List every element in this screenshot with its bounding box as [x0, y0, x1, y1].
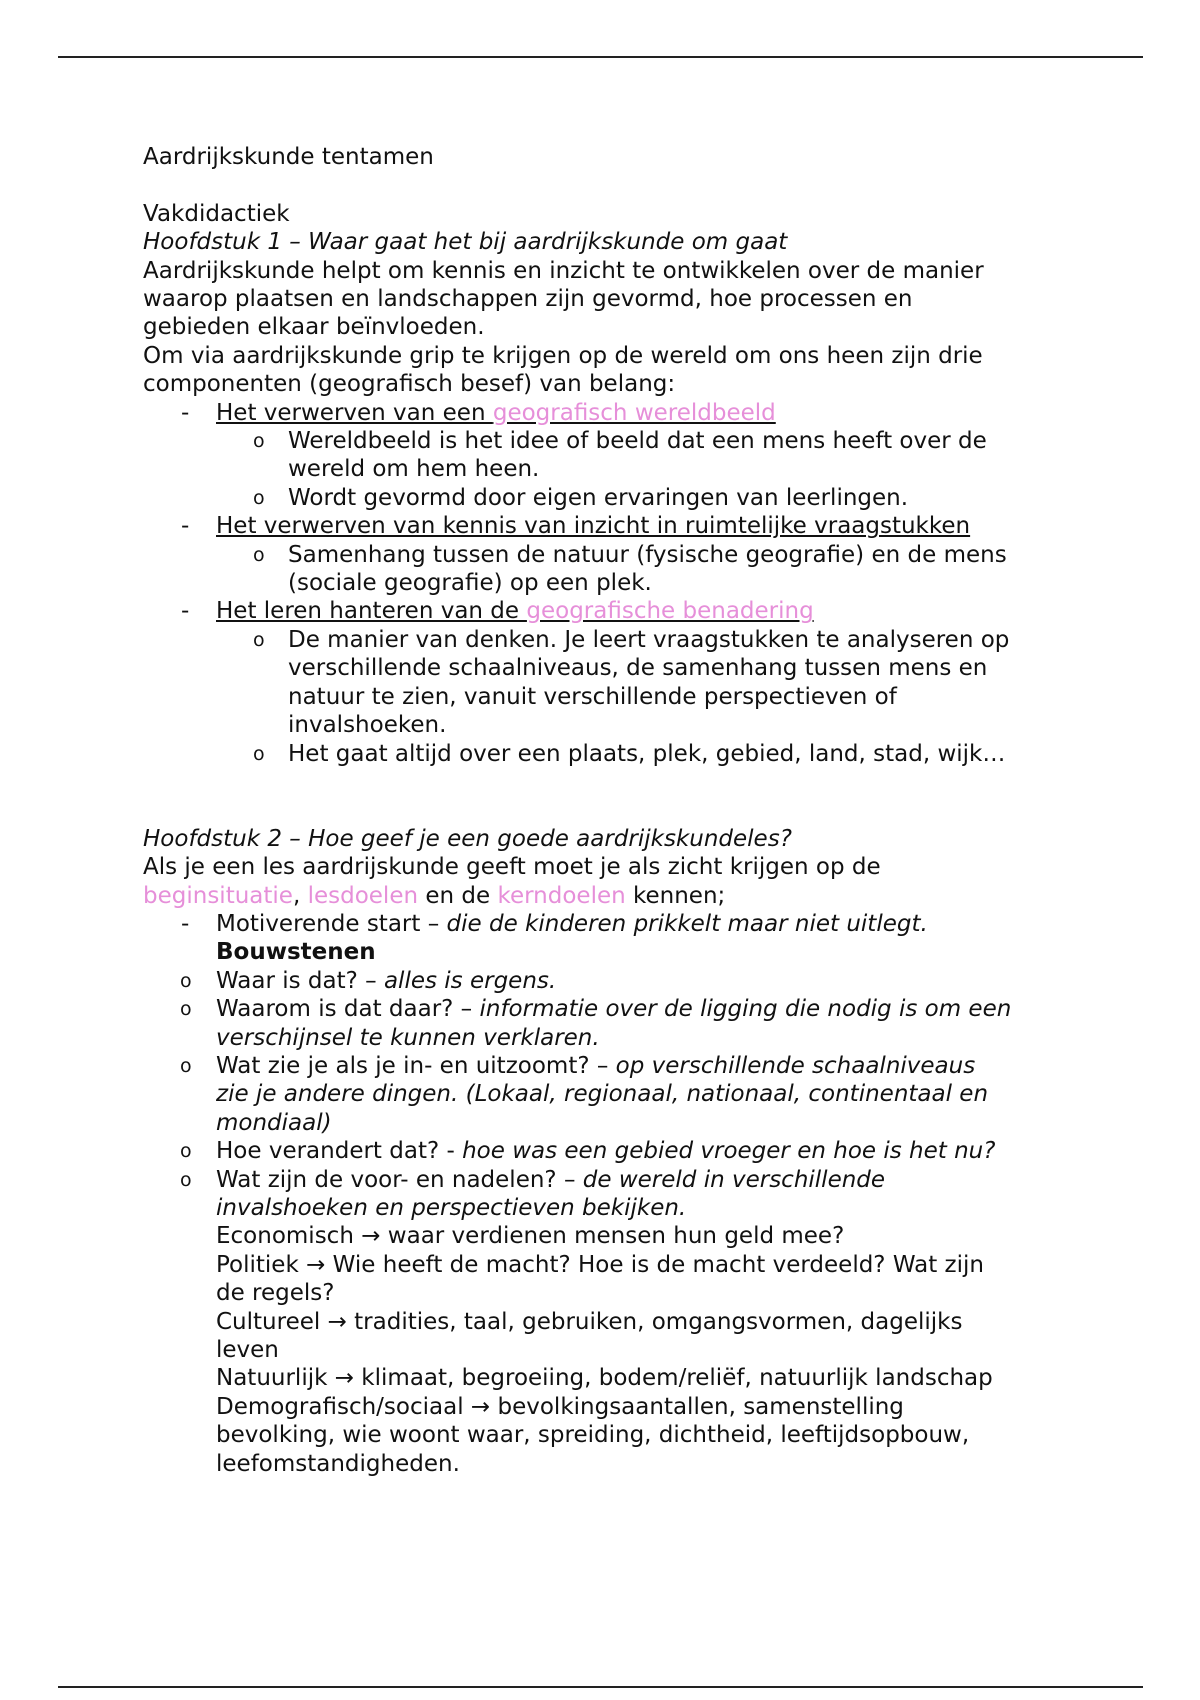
sub-item-line: Wordt gevormd door eigen ervaringen van leerlingen.: [288, 484, 909, 511]
dash-bullet: -: [181, 513, 190, 540]
perspective-line: leven: [216, 1337, 279, 1364]
circle-bullet: o: [180, 1168, 192, 1191]
ch1-intro-line: Om via aardrijkskunde grip te krijgen op de wereld om ons heen zijn drie: [143, 342, 983, 369]
intro-end: kennen;: [625, 882, 726, 909]
building-block-desc: hoe was een gebied vroeger en hoe is het nu?: [462, 1138, 996, 1165]
component-item-1-text: [216, 400, 776, 426]
ch2-intro-line-2: [143, 882, 1063, 910]
building-block-item: [143, 1166, 1063, 1223]
spacer: [143, 171, 1063, 199]
building-block-item: [143, 1052, 1063, 1137]
document-body: [143, 143, 1063, 1478]
building-block-line: [216, 1166, 1063, 1194]
sub-item-line: Wereldbeeld is het idee of beeld dat een mens heeft over de: [288, 428, 987, 455]
motivating-start-item: [143, 910, 1063, 938]
building-block-line: [216, 1052, 1063, 1080]
sub-item-line: natuur te zien, vanuit verschillende perspectieven of: [288, 683, 897, 710]
building-block-label: Wat zie je als je in- en uitzoomt? –: [216, 1052, 616, 1079]
building-block-line: [216, 995, 1063, 1023]
highlight-term: geografisch wereldbeeld: [492, 399, 776, 426]
building-block-line: [216, 1137, 1063, 1165]
circle-bullet: o: [253, 486, 265, 509]
building-block-desc: zie je andere dingen. (Lokaal, regionaal, nationaal, continentaal en: [216, 1081, 989, 1108]
sub-item-line: (sociale geografie) op een plek.: [288, 570, 652, 597]
section-title: Vakdidactiek: [143, 200, 290, 227]
chapter-1-heading: Hoofdstuk 1 – Waar gaat het bij aardrijkskunde om gaat: [143, 229, 788, 256]
sub-item: [143, 626, 1063, 740]
circle-bullet: o: [253, 430, 265, 453]
building-block-item: [143, 1137, 1063, 1165]
circle-bullet: o: [180, 1054, 192, 1077]
building-block-label: Waarom is dat daar? –: [216, 996, 480, 1023]
perspective-line: bevolking, wie woont waar, spreiding, dichtheid, leeftijdsopbouw,: [216, 1422, 970, 1449]
component-item-1: [143, 399, 1063, 427]
building-block-desc: verschijnsel te kunnen verklaren.: [216, 1024, 600, 1051]
highlight-term: beginsituatie: [143, 882, 293, 909]
ch1-intro-line: componenten (geografisch besef) van belang:: [143, 371, 676, 398]
document-title: Aardrijkskunde tentamen: [143, 144, 434, 170]
circle-bullet: o: [253, 742, 265, 765]
intro-separator: ,: [292, 882, 308, 909]
spacer: [143, 768, 1063, 825]
building-block-desc: invalshoeken en perspectieven bekijken.: [216, 1195, 687, 1221]
dash-bullet: -: [181, 910, 190, 937]
perspective-line: de regels?: [216, 1280, 335, 1307]
component-item-3-text: [216, 598, 814, 624]
highlight-term: geografische benadering: [526, 598, 814, 625]
highlight-term: kerndoelen: [497, 882, 626, 909]
highlight-term: lesdoelen: [307, 882, 419, 909]
sub-item-line: Samenhang tussen de natuur (fysische geografie) en de mens: [288, 541, 1007, 568]
top-rule: [58, 56, 1143, 58]
component-item-2-text: Het verwerven van kennis van inzicht in ruimtelijke vraagstukken: [216, 513, 971, 540]
circle-bullet: o: [180, 998, 192, 1021]
perspective-line: leefomstandigheden.: [216, 1450, 460, 1477]
bottom-rule: [58, 1686, 1143, 1688]
circle-bullet: o: [253, 543, 265, 566]
perspective-line: Cultureel → tradities, taal, gebruiken, omgangsvormen, dagelijks: [216, 1308, 963, 1335]
sub-item-line: De manier van denken. Je leert vraagstukken te analyseren op: [288, 626, 1010, 653]
perspective-line: Natuurlijk → klimaat, begroeiing, bodem/reliëf, natuurlijk landschap: [216, 1365, 993, 1392]
building-block-desc: mondiaal): [216, 1109, 332, 1136]
component-item-1-prefix: Het verwerven van een: [216, 399, 493, 426]
motivating-start-desc: die de kinderen prikkelt maar niet uitlegt.: [446, 910, 928, 937]
ch1-intro-line: waarop plaatsen en landschappen zijn gevormd, hoe processen en: [143, 286, 913, 313]
sub-item: [143, 484, 1063, 512]
building-block-desc: alles is ergens.: [383, 967, 557, 994]
perspective-line: Economisch → waar verdienen mensen hun geld mee?: [216, 1223, 845, 1250]
building-block-desc: op verschillende schaalniveaus: [615, 1052, 976, 1079]
building-block-desc: informatie over de ligging die nodig is om een: [479, 996, 1012, 1023]
building-block-label: Wat zijn de voor- en nadelen? –: [216, 1166, 583, 1193]
building-block-item: [143, 967, 1063, 995]
intro-separator: en de: [418, 882, 498, 909]
building-blocks-heading: Bouwstenen: [216, 939, 376, 966]
sub-item: [143, 740, 1063, 768]
sub-item-line: Het gaat altijd over een plaats, plek, gebied, land, stad, wijk…: [288, 740, 1006, 767]
sub-item-line: verschillende schaalniveaus, de samenhang tussen mens en: [288, 655, 988, 682]
ch1-intro-line: Aardrijkskunde helpt om kennis en inzicht te ontwikkelen over de manier: [143, 257, 984, 284]
sub-item: [143, 541, 1063, 598]
circle-bullet: o: [253, 628, 265, 651]
dash-bullet: -: [181, 598, 190, 625]
building-block-label: Waar is dat? –: [216, 967, 384, 994]
perspective-line: Demografisch/sociaal → bevolkingsaantallen, samenstelling: [216, 1393, 904, 1420]
sub-item-line: invalshoeken.: [288, 712, 447, 739]
circle-bullet: o: [180, 1140, 192, 1163]
perspective-line: Politiek → Wie heeft de macht? Hoe is de macht verdeeld? Wat zijn: [216, 1251, 984, 1278]
component-item-3-prefix: Het leren hanteren van de: [216, 598, 527, 625]
sub-item: [143, 427, 1063, 484]
building-block-label: Hoe verandert dat? -: [216, 1138, 463, 1165]
sub-item-line: wereld om hem heen.: [288, 456, 540, 483]
building-block-line: [216, 967, 1063, 995]
ch1-intro-line: gebieden elkaar beïnvloeden.: [143, 314, 485, 341]
dash-bullet: -: [181, 399, 190, 426]
building-block-item: [143, 995, 1063, 1052]
chapter-2-heading: Hoofdstuk 2 – Hoe geef je een goede aardrijkskundeles?: [143, 825, 792, 852]
component-item-3: [143, 597, 1063, 625]
building-block-desc: de wereld in verschillende: [582, 1166, 886, 1193]
ch2-intro-line: Als je een les aardrijskunde geeft moet je als zicht krijgen op de: [143, 854, 881, 881]
motivating-start-label: Motiverende start –: [216, 910, 447, 937]
component-item-2: [143, 512, 1063, 540]
circle-bullet: o: [180, 969, 192, 992]
